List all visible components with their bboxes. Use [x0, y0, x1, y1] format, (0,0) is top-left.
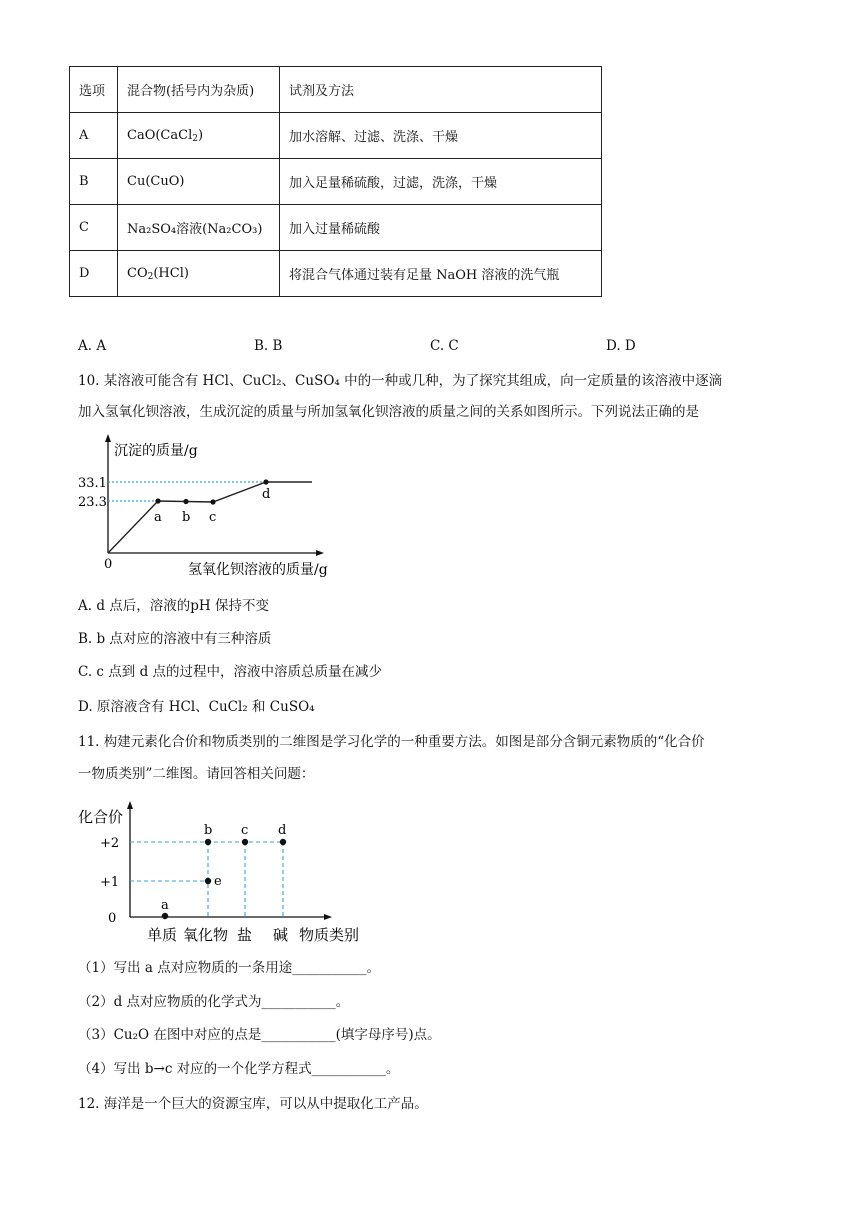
table-cell-method: 将混合气体通过装有足量 NaOH 溶液的洗气瓶 [280, 251, 602, 297]
point-b-label: b [204, 823, 213, 838]
origin-label: 0 [104, 557, 113, 572]
table-cell-mixture: Na₂SO₄溶液(Na₂CO₃) [118, 205, 280, 251]
point-c-label: c [241, 823, 249, 838]
table-cell-mixture: CaO(CaCl$_2$) [118, 113, 280, 159]
y-tick-23-3: 23.3 [78, 495, 107, 510]
category-base: 碱 [273, 926, 289, 944]
table-row [70, 205, 602, 251]
table-row [70, 159, 602, 205]
point-d [263, 479, 268, 484]
table-cell-option: B [70, 159, 118, 205]
question-11-part-1: （1）写出 a 点对应物质的一条用途___________。 [78, 960, 380, 976]
question-10-option-c: C. c 点到 d 点的过程中，溶液中溶质总质量在减少 [78, 664, 383, 680]
y-tick-plus-1: +1 [100, 875, 120, 890]
question-10-stem-cont: 加入氢氧化钡溶液，生成沉淀的质量与所加氢氧化钡溶液的质量之间的关系如图所示。下列说法正确的是 [78, 404, 699, 420]
point-c [242, 839, 248, 845]
question-11-part-3: （3）Cu₂O 在图中对应的点是___________(填字母序号)点。 [78, 1027, 441, 1043]
point-a-label: a [161, 898, 169, 913]
x-axis-arrow [316, 550, 324, 556]
table-cell-method: 加入过量稀硫酸 [280, 205, 602, 251]
y-axis-label: 沉淀的质量/g [114, 443, 198, 459]
table-row [70, 113, 602, 159]
question-12-stem: 12. 海洋是一个巨大的资源宝库，可以从中提取化工产品。 [78, 1096, 428, 1112]
point-a [155, 498, 160, 503]
y-axis-arrow [105, 434, 111, 442]
point-b-label: b [182, 510, 191, 525]
category-salt: 盐 [237, 926, 253, 944]
choice-d: D. D [606, 338, 636, 354]
point-d [280, 839, 286, 845]
precipitate-graph [78, 432, 368, 580]
point-e-label: e [214, 874, 222, 889]
table-header-cell: 混合物(括号内为杂质) [118, 67, 280, 113]
question-11-stem: 11. 构建元素化合价和物质类别的二维图是学习化学的一种重要方法。如图是部分含铜元素物质的“化合价 [78, 734, 705, 750]
table-cell-method: 加入足量稀硫酸，过滤，洗涤，干燥 [280, 159, 602, 205]
table-header-cell: 试剂及方法 [280, 67, 602, 113]
table-header-row [70, 67, 602, 113]
table-cell-option: C [70, 205, 118, 251]
y-axis-label: 化合价 [78, 808, 124, 826]
table-cell-method: 加水溶解、过滤、洗涤、干燥 [280, 113, 602, 159]
question-11-part-4: （4）写出 b→c 对应的一个化学方程式___________。 [78, 1061, 400, 1077]
table-row [70, 251, 602, 297]
point-d-label: d [278, 823, 287, 838]
table-cell-mixture: Cu(CuO) [118, 159, 280, 205]
table-cell-option: A [70, 113, 118, 159]
table-header-cell: 选项 [70, 67, 118, 113]
category-oxide: 氧化物 [183, 926, 229, 944]
point-e [205, 878, 211, 884]
table-cell-option: D [70, 251, 118, 297]
category-axis-label: 物质类别 [299, 926, 360, 944]
category-element: 单质 [147, 926, 178, 944]
question-11-stem-cont: 一物质类别”二维图。请回答相关问题： [78, 766, 315, 782]
choice-b: B. B [254, 338, 283, 354]
choice-c: C. C [430, 338, 459, 354]
point-b [205, 839, 211, 845]
question-10-option-b: B. b 点对应的溶液中有三种溶质 [78, 631, 272, 647]
point-d-label: d [262, 487, 271, 502]
point-a-label: a [154, 510, 162, 525]
point-c [210, 499, 215, 504]
question-11-part-2: （2）d 点对应物质的化学式为___________。 [78, 994, 350, 1010]
options-table [69, 66, 602, 297]
point-a [162, 913, 168, 919]
choice-a: A. A [78, 338, 107, 354]
table-cell-mixture: $CO_2(HCl)$ [118, 251, 280, 297]
y-axis-arrow [127, 801, 133, 809]
question-10-option-d: D. 原溶液含有 HCl、CuCl₂ 和 CuSO₄ [78, 699, 315, 715]
x-axis-label: 氢氧化钡溶液的质量/g [188, 562, 328, 578]
point-c-label: c [209, 510, 217, 525]
y-tick-plus-2: +2 [100, 836, 120, 851]
question-10-option-a: A. d 点后，溶液的pH 保持不变 [78, 598, 269, 614]
x-axis-arrow [324, 914, 332, 920]
y-tick-33-1: 33.1 [78, 476, 107, 491]
y-tick-zero: 0 [108, 911, 117, 926]
question-10-stem: 10. 某溶液可能含有 HCl、CuCl₂、CuSO₄ 中的一种或几种，为了探究其组成，向一定质量的该溶液中逐滴 [78, 373, 723, 389]
valence-graph [78, 796, 378, 946]
point-b [183, 499, 188, 504]
